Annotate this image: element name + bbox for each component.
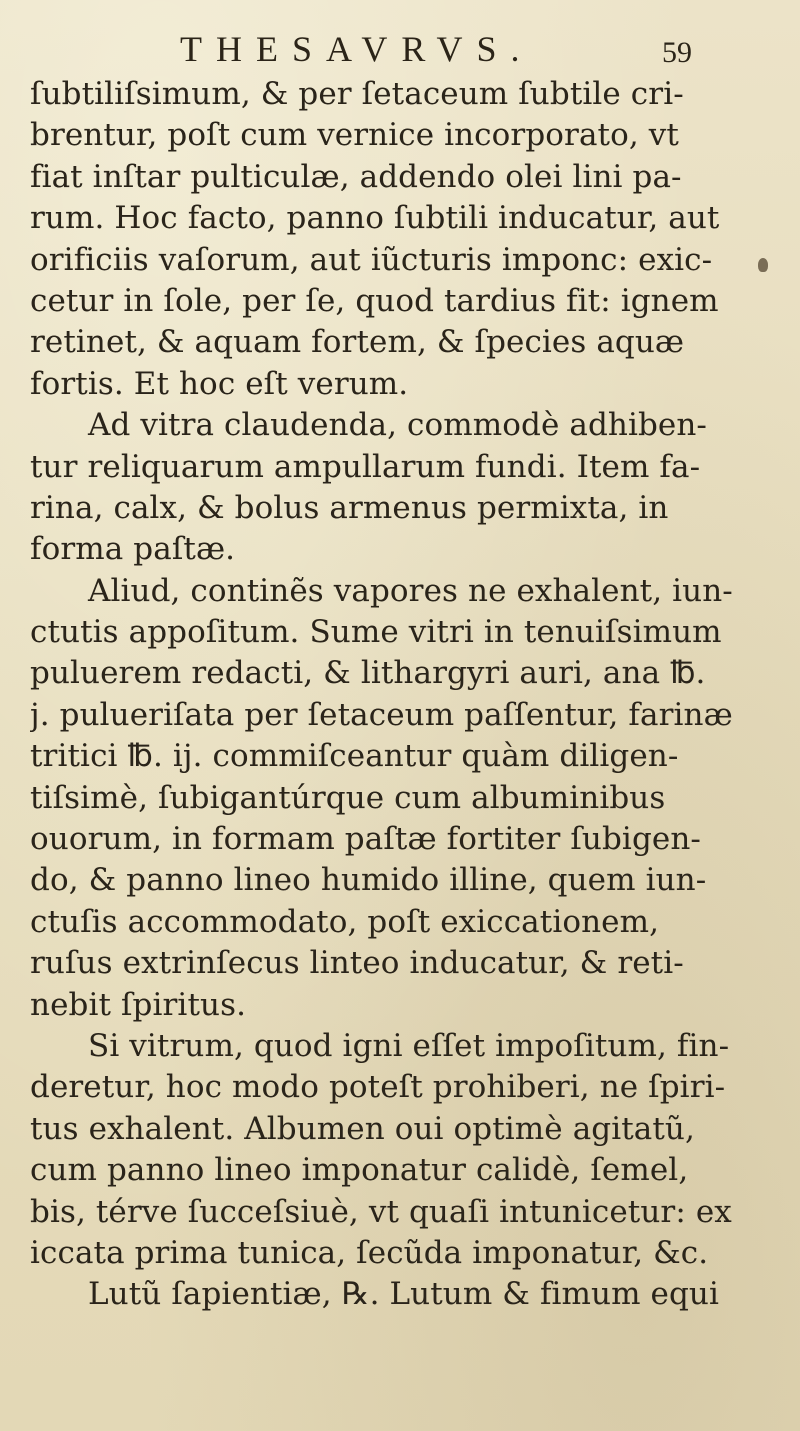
- text-line: iccata prima tunica, ſecũda imponatur, &c.: [30, 1234, 709, 1271]
- text-line: rum. Hoc facto, panno ſubtili inducatur, aut: [30, 200, 720, 237]
- page-number: 59: [662, 36, 692, 69]
- text-line: puluerem redacti, & lithargyri auri, ana ℔.: [30, 655, 706, 692]
- text-line: ſubtiliſsimum, & per ſetaceum ſubtile cri-: [30, 76, 684, 112]
- running-head: [0, 22, 800, 72]
- text-line: forma paſtæ.: [30, 531, 236, 568]
- text-line: tritici ℔. ij. commiſceantur quàm diligen-: [30, 738, 679, 775]
- text-line: tiſsimè, ſubigantúrque cum albuminibus: [30, 779, 666, 816]
- text-line: fiat inſtar pulticulæ, addendo olei lini pa-: [30, 158, 682, 195]
- text-line: retinet, & aquam fortem, & ſpecies aquæ: [30, 324, 685, 361]
- text-line: deretur, hoc modo poteſt prohiberi, ne ſpiri-: [30, 1069, 726, 1106]
- text-block: [30, 74, 750, 1316]
- text-line: ruſus extrinſecus linteo inducatur, & reti-: [30, 945, 684, 982]
- text-line: cetur in ſole, per ſe, quod tardius fit: ignem: [30, 282, 719, 319]
- ink-blot-mark: [758, 258, 768, 272]
- text-line: tur reliquarum ampullarum fundi. Item fa-: [30, 448, 701, 485]
- paragraph-start-line: Aliud, continẽs vapores ne exhalent, iun-: [88, 572, 733, 609]
- text-line: cum panno lineo imponatur calidè, ſemel,: [30, 1152, 689, 1189]
- text-line: nebit ſpiritus.: [30, 986, 247, 1023]
- paragraph-start-line: Si vitrum, quod igni eſſet impoſitum, fin-: [88, 1027, 730, 1064]
- text-line: j. pulueriſata per ſetaceum paſſentur, farinæ: [30, 696, 733, 733]
- text-line: ouorum, in formam paſtæ fortiter ſubigen-: [30, 821, 701, 858]
- text-line: tus exhalent. Albumen oui optimè agitatũ,: [30, 1110, 695, 1147]
- text-line: rina, calx, & bolus armenus permixta, in: [30, 489, 669, 526]
- text-line: brentur, poſt cum vernice incorporato, vt: [30, 117, 679, 154]
- text-line: do, & panno lineo humido illine, quem iun-: [30, 862, 707, 899]
- paragraph-start-line: Ad vitra claudenda, commodè adhiben-: [88, 407, 707, 444]
- text-line: fortis. Et hoc eſt verum.: [30, 365, 409, 402]
- paragraph-start-line: Lutũ ſapientiæ, ℞. Lutum & fimum equi: [88, 1276, 720, 1313]
- text-line: ctutis appoſitum. Sume vitri in tenuiſsimum: [30, 614, 722, 651]
- running-title: THESAVRVS.: [180, 29, 534, 69]
- text-line: ctuſis accommodato, poſt exiccationem,: [30, 903, 660, 940]
- text-line: bis, térve ſucceſsiuè, vt quaſi intunicetur: ex: [30, 1193, 732, 1230]
- text-line: orificiis vaſorum, aut iũcturis imponc: exic-: [30, 241, 713, 278]
